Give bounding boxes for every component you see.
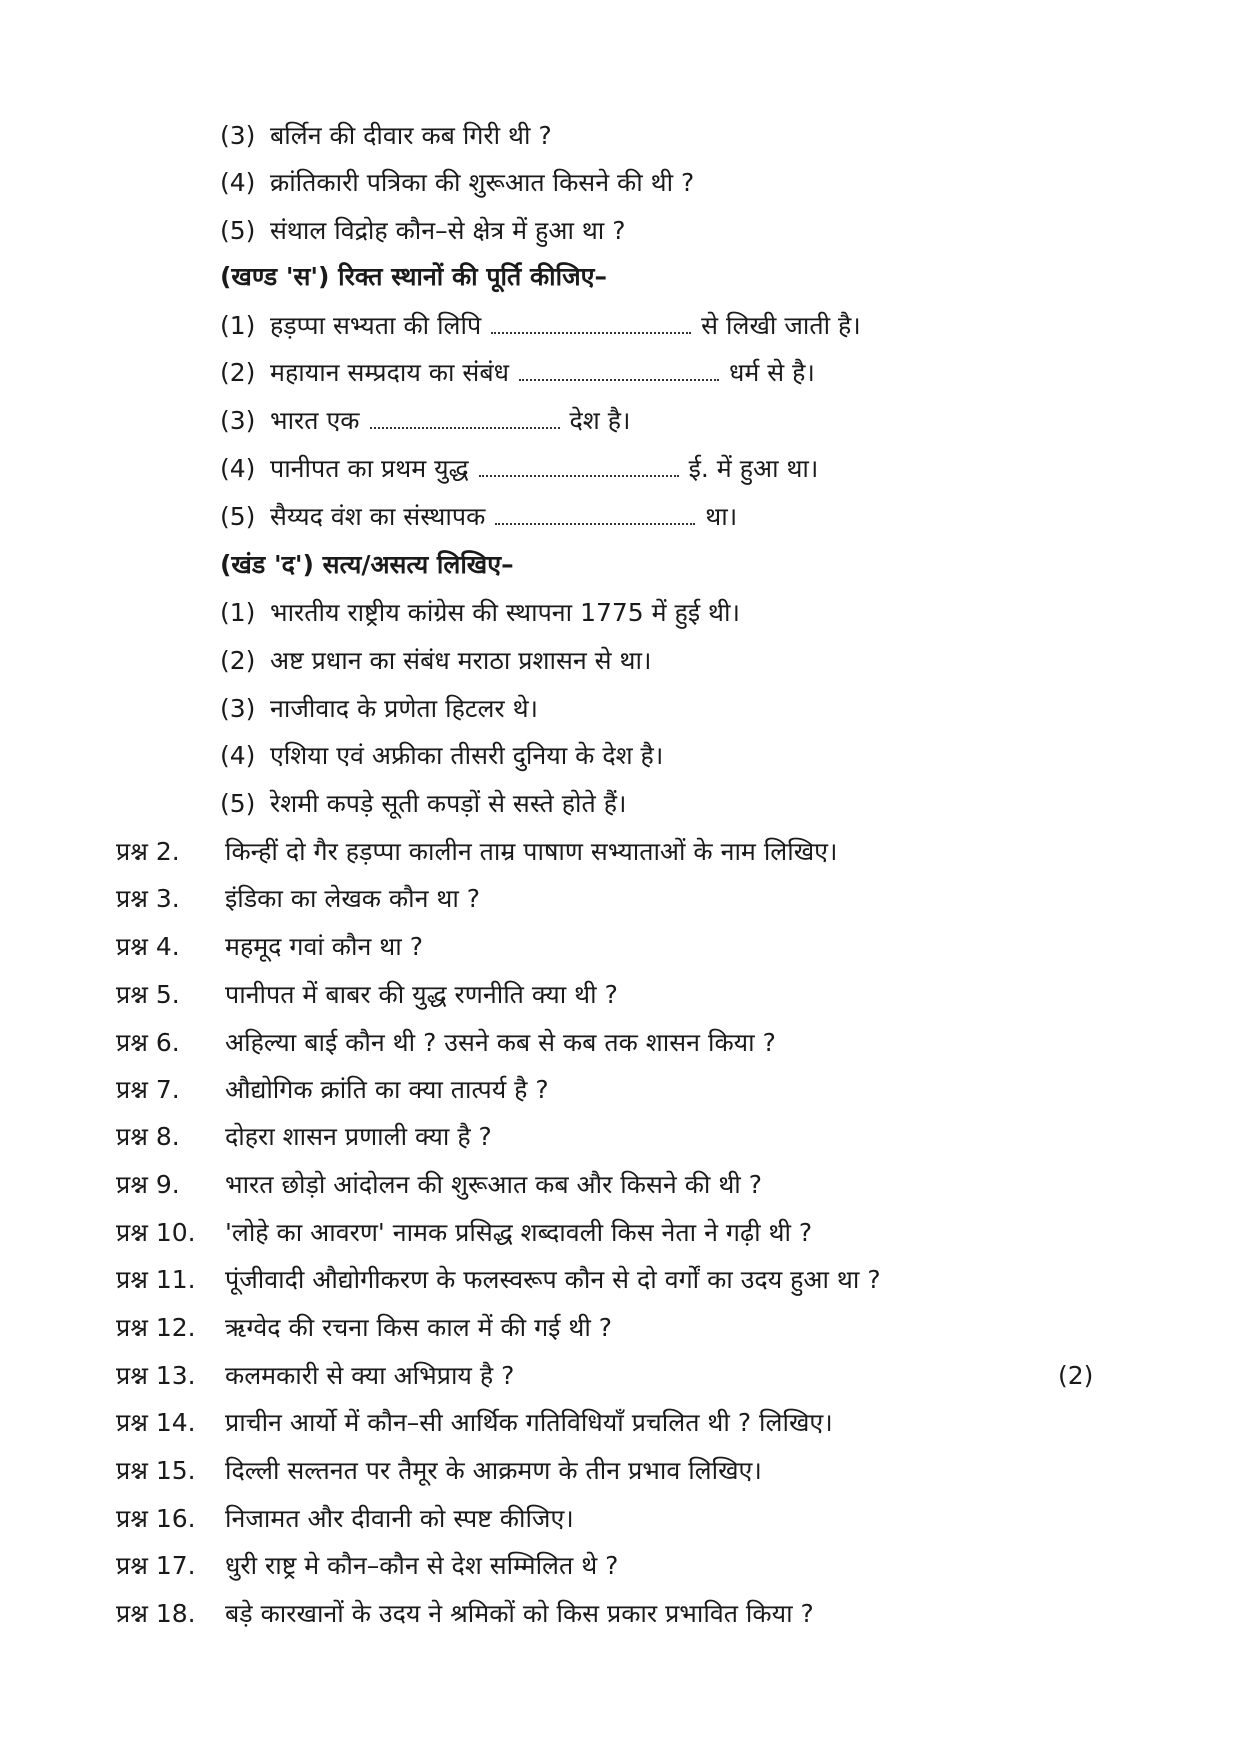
question-number: प्रश्न 15. <box>116 1456 196 1485</box>
section-heading-fill-blanks: (खण्ड 'स') रिक्त स्थानों की पूर्ति कीजिए– <box>220 262 607 291</box>
question-number: प्रश्न 17. <box>116 1551 196 1580</box>
question-text: अहिल्या बाई कौन थी ? उसने कब से कब तक शासन किया ? <box>225 1028 776 1057</box>
item-text: रेशमी कपड़े सूती कपड़ों से सस्ते होते हैं। <box>270 789 627 818</box>
question-number: प्रश्न 3. <box>116 884 180 913</box>
item-number: (3) <box>220 406 256 435</box>
item-text-before: हड़प्पा सभ्यता की लिपि <box>270 311 482 340</box>
question-text: प्राचीन आर्यो में कौन–सी आर्थिक गतिविधियाँ प्रचलित थी ? लिखिए। <box>225 1408 833 1437</box>
question-number: प्रश्न 14. <box>116 1408 196 1437</box>
item-number: (3) <box>220 694 256 723</box>
section-heading-true-false: (खंड 'द') सत्य/असत्य लिखिए– <box>220 550 514 579</box>
question-number: प्रश्न 12. <box>116 1313 196 1342</box>
question-text: ऋग्वेद की रचना किस काल में की गई थी ? <box>225 1313 613 1342</box>
item-text-before: भारत एक <box>270 406 360 435</box>
item-number: (4) <box>220 454 256 483</box>
item-number: (5) <box>220 789 256 818</box>
item-text-after: से लिखी जाती है। <box>701 311 861 340</box>
question-text: औद्योगिक क्रांति का क्या तात्पर्य है ? <box>225 1075 549 1104</box>
item-text-after: था। <box>705 502 738 531</box>
item-number: (5) <box>220 502 256 531</box>
question-text: किन्हीं दो गैर हड़प्पा कालीन ताम्र पाषाण सभ्याताओं के नाम लिखिए। <box>225 837 838 866</box>
question-number: प्रश्न 8. <box>116 1122 180 1151</box>
question-number: प्रश्न 13. <box>116 1361 196 1390</box>
blank-line <box>491 306 691 334</box>
question-text: भारत छोड़ो आंदोलन की शुरूआत कब और किसने की थी ? <box>225 1170 762 1199</box>
question-number: प्रश्न 6. <box>116 1028 180 1057</box>
question-text: निजामत और दीवानी को स्पष्ट कीजिए। <box>225 1504 574 1533</box>
question-text: बड़े कारखानों के उदय ने श्रमिकों को किस प्रकार प्रभावित किया ? <box>225 1599 814 1628</box>
item-number: (2) <box>220 646 256 675</box>
item-text: बर्लिन की दीवार कब गिरी थी ? <box>270 121 552 150</box>
question-number: प्रश्न 2. <box>116 837 180 866</box>
question-text: इंडिका का लेखक कौन था ? <box>225 884 481 913</box>
question-number: प्रश्न 7. <box>116 1075 180 1104</box>
blank-line <box>370 401 560 429</box>
item-text-after: ई. में हुआ था। <box>688 454 819 483</box>
question-text: 'लोहे का आवरण' नामक प्रसिद्ध शब्दावली किस नेता ने गढ़ी थी ? <box>225 1218 813 1247</box>
blank-line <box>519 353 719 381</box>
item-text: संथाल विद्रोह कौन–से क्षेत्र में हुआ था ? <box>270 216 626 245</box>
question-number: प्रश्न 11. <box>116 1265 196 1294</box>
question-text: दोहरा शासन प्रणाली क्या है ? <box>225 1122 492 1151</box>
item-number: (1) <box>220 311 256 340</box>
item-text: एशिया एवं अफ्रीका तीसरी दुनिया के देश है। <box>270 741 664 770</box>
question-number: प्रश्न 4. <box>116 932 180 961</box>
item-text-before: पानीपत का प्रथम युद्ध <box>270 454 469 483</box>
blank-line <box>479 449 679 477</box>
question-text: धुरी राष्ट्र मे कौन–कौन से देश सम्मिलित थे ? <box>225 1551 619 1580</box>
item-text: नाजीवाद के प्रणेता हिटलर थे। <box>270 694 539 723</box>
item-text: अष्ट प्रधान का संबंध मराठा प्रशासन से था। <box>270 646 652 675</box>
item-number: (3) <box>220 121 256 150</box>
item-text: क्रांतिकारी पत्रिका की शुरूआत किसने की थी ? <box>270 168 695 197</box>
item-number: (2) <box>220 358 256 387</box>
blank-line <box>495 497 695 525</box>
question-text: कलमकारी से क्या अभिप्राय है ? <box>225 1361 515 1390</box>
question-number: प्रश्न 16. <box>116 1504 196 1533</box>
item-number: (5) <box>220 216 256 245</box>
question-number: प्रश्न 5. <box>116 980 180 1009</box>
item-text-before: महायान सम्प्रदाय का संबंध <box>270 358 509 387</box>
question-text: दिल्ली सल्तनत पर तैमूर के आक्रमण के तीन प्रभाव लिखिए। <box>225 1456 762 1485</box>
item-text-before: सैय्यद वंश का संस्थापक <box>270 502 486 531</box>
question-text: महमूद गवां कौन था ? <box>225 932 423 961</box>
question-number: प्रश्न 10. <box>116 1218 196 1247</box>
item-text-after: धर्म से है। <box>728 358 815 387</box>
item-text-after: देश है। <box>569 406 631 435</box>
marks-label: (2) <box>1058 1361 1094 1390</box>
item-number: (4) <box>220 168 256 197</box>
question-number: प्रश्न 9. <box>116 1170 180 1199</box>
question-text: पूंजीवादी औद्योगीकरण के फलस्वरूप कौन से दो वर्गों का उदय हुआ था ? <box>225 1265 881 1294</box>
item-number: (4) <box>220 741 256 770</box>
item-number: (1) <box>220 598 256 627</box>
question-text: पानीपत में बाबर की युद्ध रणनीति क्या थी ? <box>225 980 618 1009</box>
item-text: भारतीय राष्ट्रीय कांग्रेस की स्थापना 1775 में हुई थी। <box>270 598 740 627</box>
question-number: प्रश्न 18. <box>116 1599 196 1628</box>
